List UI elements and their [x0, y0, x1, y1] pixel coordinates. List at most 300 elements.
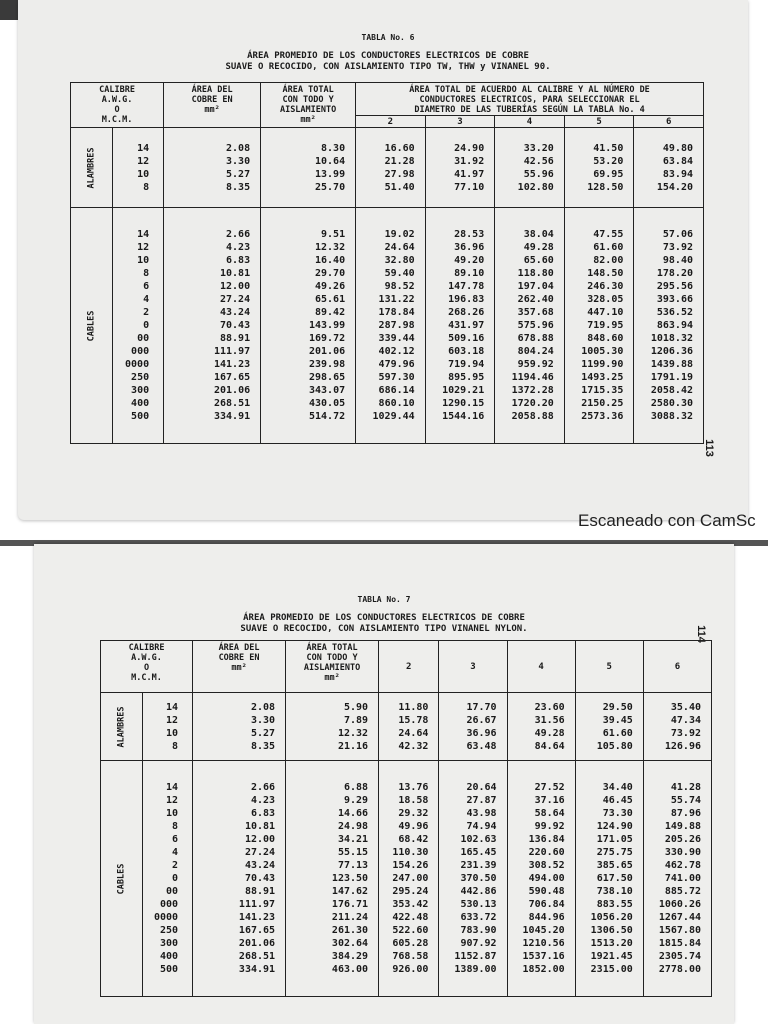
table-cell: 2778.00	[658, 964, 701, 975]
cables-c4	[507, 761, 575, 997]
table-cell: 883.55	[596, 899, 633, 910]
table-cell: 250	[131, 372, 150, 383]
cables-section	[101, 761, 712, 997]
table-cell: 6	[172, 834, 179, 845]
table-cell: 442.86	[460, 886, 497, 897]
table-cell: 1206.36	[650, 346, 693, 357]
table-cell: 53.20	[593, 155, 624, 167]
table-cell: 1018.32	[650, 333, 693, 344]
table-cell: 231.39	[460, 860, 497, 871]
table-cell: 2580.30	[650, 398, 693, 409]
table-cell: 261.30	[331, 925, 369, 936]
table-cell: 15.78	[398, 714, 429, 726]
table-cell: 136.84	[528, 834, 565, 845]
table-cell: 1439.88	[650, 359, 693, 370]
table-cell: 55.15	[337, 847, 369, 858]
table-cell: 26.67	[466, 714, 497, 726]
table-cell: 82.00	[593, 255, 624, 266]
alambres-c2	[379, 693, 439, 761]
table-cell: 2.66	[250, 782, 276, 793]
table-cell: 3.30	[250, 714, 276, 726]
table-cell: 12.32	[315, 242, 346, 253]
table-7-title-line1: ÁREA PROMEDIO DE LOS CONDUCTORES ELECTRICOS DE COBRE	[243, 613, 525, 623]
table-cell: 141.23	[238, 912, 276, 923]
table-cell: 741.00	[664, 873, 701, 884]
table-cell: 268.51	[238, 951, 276, 962]
table-cell: 165.45	[460, 847, 497, 858]
alambres-c3	[439, 693, 507, 761]
table-cell: 13.76	[398, 782, 429, 793]
table-cell: 8.35	[250, 740, 276, 752]
table-cell: 633.72	[460, 912, 497, 923]
table-cell: 28.53	[454, 229, 485, 240]
alambres-c6	[634, 128, 704, 208]
table-cell: 34.21	[337, 834, 369, 845]
table-cell: 12.00	[244, 834, 276, 845]
table-cell: 31.56	[534, 714, 565, 726]
cables-c4	[495, 208, 565, 444]
table-cell: 0	[143, 320, 150, 331]
table-cell: 6.88	[343, 782, 369, 793]
table-cell: 25.70	[315, 181, 346, 193]
table-cell: 169.72	[308, 333, 346, 344]
table-cell: 3088.32	[650, 411, 693, 422]
table-cell: 24.64	[384, 242, 415, 253]
table-cell: 33.20	[523, 142, 554, 154]
table-cell: 105.80	[596, 740, 633, 752]
table-cell: 2.08	[226, 142, 251, 154]
table-cell: 27.52	[534, 782, 565, 793]
table-cell: 0000	[125, 359, 150, 370]
table-6	[70, 82, 704, 444]
table-cell: 49.28	[534, 727, 565, 739]
table-cell: 65.61	[315, 294, 346, 305]
table-cell: 295.56	[656, 281, 693, 292]
table-cell: 1791.19	[650, 372, 693, 383]
alambres-c3	[425, 128, 495, 208]
table-cell: 334.91	[213, 411, 251, 422]
table-cell: 70.43	[244, 873, 276, 884]
table-cell: 287.98	[378, 320, 415, 331]
table-cell: 400	[159, 951, 179, 962]
table-cell: 384.29	[331, 951, 369, 962]
table-cell: 1306.50	[590, 925, 633, 936]
table-cell: 1056.20	[590, 912, 633, 923]
table-cell: 5.27	[226, 168, 251, 180]
table-cell: 1045.20	[522, 925, 565, 936]
table-cell: 128.50	[587, 181, 624, 193]
table-cell: 706.84	[528, 899, 565, 910]
alambres-cobre	[193, 693, 286, 761]
alambres-cobre	[164, 128, 261, 208]
table-cell: 1210.56	[522, 938, 565, 949]
table-cell: 863.94	[656, 320, 693, 331]
table-cell: 41.97	[454, 168, 485, 180]
table-cell: 27.87	[466, 795, 497, 806]
table-cell: 58.64	[534, 808, 565, 819]
table-cell: 6	[143, 281, 150, 292]
alambres-c5	[564, 128, 634, 208]
table-cell: 124.90	[596, 821, 633, 832]
table-cell: 10.81	[244, 821, 276, 832]
cables-calibre	[112, 208, 163, 444]
table-cell: 12	[166, 714, 179, 726]
table-cell: 167.65	[213, 372, 251, 383]
table-cell: 357.68	[517, 307, 554, 318]
table-cell: 2150.25	[581, 398, 624, 409]
table-cell: 32.80	[384, 255, 415, 266]
table-cell: 36.96	[466, 727, 497, 739]
alambres-label: ALAMBRES	[71, 128, 113, 208]
table-cell: 63.84	[662, 155, 693, 167]
table-cell: 844.96	[528, 912, 565, 923]
table-7-title-line2: SUAVE O RECOCIDO, CON AISLAMIENTO TIPO VINANEL NYLON.	[240, 624, 528, 634]
table-cell: 8	[143, 181, 150, 193]
table-cell: 4	[143, 294, 150, 305]
table-cell: 118.80	[517, 268, 554, 279]
table-cell: 1267.44	[658, 912, 701, 923]
page-114	[34, 544, 734, 1024]
header-area-total: ÁREA TOTAL CON TODO Y AISLAMIENTO mm²	[261, 83, 356, 128]
table-cell: 220.60	[528, 847, 565, 858]
cables-c2	[379, 761, 439, 997]
table-cell: 24.98	[337, 821, 369, 832]
table-cell: 678.88	[517, 333, 554, 344]
table-cell: 300	[131, 385, 150, 396]
table-cell: 1389.00	[454, 964, 497, 975]
cables-calibre	[142, 761, 192, 997]
table-cell: 1194.46	[511, 372, 554, 383]
table-cell: 41.50	[593, 142, 624, 154]
table-cell: 10.81	[220, 268, 251, 279]
table-cell: 43.24	[244, 860, 276, 871]
table-6-title-line1: ÁREA PROMEDIO DE LOS CONDUCTORES ELECTRICOS DE COBRE	[247, 51, 529, 61]
table-cell: 14	[137, 142, 150, 154]
table-cell: 247.00	[392, 873, 429, 884]
table-cell: 431.97	[448, 320, 485, 331]
scanner-watermark: Escaneado con CamSc	[578, 511, 756, 530]
table-cell: 575.96	[517, 320, 554, 331]
table-cell: 89.10	[454, 268, 485, 279]
table-cell: 5.27	[250, 727, 276, 739]
table-cell: 298.65	[308, 372, 346, 383]
table-cell: 88.91	[244, 886, 276, 897]
table-cell: 522.60	[392, 925, 429, 936]
table-cell: 479.96	[378, 359, 415, 370]
table-cell: 73.92	[670, 727, 701, 739]
page-number-113: 113	[702, 439, 715, 457]
table-cell: 12.32	[337, 727, 369, 739]
table-cell: 6.83	[250, 808, 276, 819]
table-cell: 31.92	[454, 155, 485, 167]
table-cell: 10	[137, 168, 150, 180]
table-cell: 393.66	[656, 294, 693, 305]
table-cell: 2.08	[250, 701, 276, 713]
table-cell: 385.65	[596, 860, 633, 871]
table-cell: 768.58	[392, 951, 429, 962]
table-cell: 14	[137, 229, 150, 240]
table-cell: 14	[166, 701, 179, 713]
table-cell: 10	[137, 255, 150, 266]
table-cell: 98.52	[384, 281, 415, 292]
table-cell: 13.99	[315, 168, 346, 180]
table-cell: 719.95	[587, 320, 624, 331]
table-cell: 2315.00	[590, 964, 633, 975]
table-cell: 24.64	[398, 727, 429, 739]
table-cell: 597.30	[378, 372, 415, 383]
table-cell: 268.51	[213, 398, 251, 409]
table-cell: 463.00	[331, 964, 369, 975]
alambres-total	[286, 693, 379, 761]
table-cell: 2058.42	[650, 385, 693, 396]
table-cell: 205.26	[664, 834, 701, 845]
table-cell: 2	[172, 860, 179, 871]
table-cell: 500	[159, 964, 179, 975]
table-cell: 1815.84	[658, 938, 701, 949]
alambres-section	[101, 693, 712, 761]
table-cell: 70.43	[220, 320, 251, 331]
table-cell: 69.95	[593, 168, 624, 180]
page-113	[18, 0, 748, 520]
table-cell: 2.66	[226, 229, 251, 240]
table-cell: 239.98	[308, 359, 346, 370]
table-cell: 719.94	[448, 359, 485, 370]
header-area-conductores: ÁREA TOTAL DE ACUERDO AL CALIBRE Y AL NÚMERO DE CONDUCTORES ELECTRICOS, PARA SELECCIONAR EL DIAMETRO DE LAS TUBERÍAS SEGÚN LA TABLA No. 4	[356, 83, 704, 116]
table-cell: 12	[137, 242, 150, 253]
table-cell: 11.80	[398, 701, 429, 713]
table-cell: 885.72	[664, 886, 701, 897]
table-cell: 1152.87	[454, 951, 497, 962]
table-cell: 1372.28	[511, 385, 554, 396]
table-cell: 47.55	[593, 229, 624, 240]
table-cell: 73.92	[662, 242, 693, 253]
table-cell: 7.89	[343, 714, 369, 726]
header-col-4: 4	[507, 641, 575, 693]
table-cell: 123.50	[331, 873, 369, 884]
table-cell: 1715.35	[581, 385, 624, 396]
table-cell: 617.50	[596, 873, 633, 884]
table-cell: 47.34	[670, 714, 701, 726]
alambres-c5	[575, 693, 643, 761]
cables-c5	[564, 208, 634, 444]
cables-label: CABLES	[101, 761, 143, 997]
table-cell: 35.40	[670, 701, 701, 713]
table-cell: 68.42	[398, 834, 429, 845]
table-cell: 1544.16	[442, 411, 485, 422]
table-cell: 268.26	[448, 307, 485, 318]
table-cell: 907.92	[460, 938, 497, 949]
table-cell: 250	[159, 925, 179, 936]
table-cell: 147.62	[331, 886, 369, 897]
table-cell: 0	[172, 873, 179, 884]
table-cell: 17.70	[466, 701, 497, 713]
table-cell: 29.70	[315, 268, 346, 279]
table-cell: 343.07	[308, 385, 346, 396]
table-cell: 14	[166, 782, 179, 793]
table-cell: 55.96	[523, 168, 554, 180]
table-cell: 65.60	[523, 255, 554, 266]
header-col-5: 5	[575, 641, 643, 693]
header-col-5: 5	[564, 116, 634, 128]
alambres-calibre	[142, 693, 192, 761]
header-col-2: 2	[356, 116, 426, 128]
table-cell: 176.71	[331, 899, 369, 910]
table-cell: 1493.25	[581, 372, 624, 383]
table-cell: 19.02	[384, 229, 415, 240]
table-cell: 21.28	[384, 155, 415, 167]
table-cell: 197.04	[517, 281, 554, 292]
table-cell: 339.44	[378, 333, 415, 344]
table-cell: 57.06	[662, 229, 693, 240]
table-cell: 738.10	[596, 886, 633, 897]
page-number-114: 114	[694, 625, 707, 643]
table-cell: 102.63	[460, 834, 497, 845]
table-cell: 400	[131, 398, 150, 409]
table-cell: 402.12	[378, 346, 415, 357]
table-cell: 9.51	[321, 229, 346, 240]
table-cell: 61.60	[593, 242, 624, 253]
table-cell: 131.22	[378, 294, 415, 305]
table-cell: 8.35	[226, 181, 251, 193]
table-cell: 302.64	[331, 938, 369, 949]
table-cell: 99.92	[534, 821, 565, 832]
table-cell: 000	[159, 899, 179, 910]
table-cell: 246.30	[587, 281, 624, 292]
table-7-number: TABLA No. 7	[357, 595, 411, 604]
table-cell: 328.05	[587, 294, 624, 305]
table-cell: 1921.45	[590, 951, 633, 962]
cables-total	[286, 761, 379, 997]
table-cell: 38.04	[523, 229, 554, 240]
cables-c2	[356, 208, 426, 444]
table-cell: 49.20	[454, 255, 485, 266]
table-cell: 603.18	[448, 346, 485, 357]
table-cell: 41.28	[670, 782, 701, 793]
table-cell: 43.24	[220, 307, 251, 318]
table-cell: 848.60	[587, 333, 624, 344]
cables-c5	[575, 761, 643, 997]
table-cell: 74.94	[466, 821, 497, 832]
cables-c6	[634, 208, 704, 444]
table-cell: 1005.30	[581, 346, 624, 357]
header-calibre: CALIBRE A.W.G. O M.C.M.	[71, 83, 164, 128]
header-col-6: 6	[643, 641, 711, 693]
table-cell: 10	[166, 727, 179, 739]
table-cell: 37.16	[534, 795, 565, 806]
table-cell: 275.75	[596, 847, 633, 858]
alambres-label: ALAMBRES	[101, 693, 143, 761]
table-cell: 61.60	[602, 727, 633, 739]
table-cell: 14.66	[337, 808, 369, 819]
table-cell: 178.84	[378, 307, 415, 318]
table-cell: 149.88	[664, 821, 701, 832]
table-cell: 43.98	[466, 808, 497, 819]
table-cell: 804.24	[517, 346, 554, 357]
alambres-c2	[356, 128, 426, 208]
table-cell: 334.91	[238, 964, 276, 975]
table-cell: 00	[137, 333, 150, 344]
cables-label: CABLES	[71, 208, 113, 444]
table-cell: 34.40	[602, 782, 633, 793]
table-cell: 39.45	[602, 714, 633, 726]
header-area-cobre: ÁREA DEL COBRE EN mm²	[193, 641, 286, 693]
table-cell: 147.78	[448, 281, 485, 292]
table-cell: 89.42	[315, 307, 346, 318]
table-cell: 83.94	[662, 168, 693, 180]
table-cell: 77.10	[454, 181, 485, 193]
table-cell: 126.96	[664, 740, 701, 752]
table-cell: 10.64	[315, 155, 346, 167]
table-6-header	[158, 32, 618, 73]
table-cell: 49.26	[315, 281, 346, 292]
table-cell: 1567.80	[658, 925, 701, 936]
header-col-6: 6	[634, 116, 704, 128]
cables-c3	[439, 761, 507, 997]
table-cell: 178.20	[656, 268, 693, 279]
table-cell: 462.78	[664, 860, 701, 871]
header-col-3: 3	[425, 116, 495, 128]
alambres-total	[261, 128, 356, 208]
table-cell: 895.95	[448, 372, 485, 383]
table-cell: 514.72	[308, 411, 346, 422]
table-cell: 111.97	[213, 346, 251, 357]
table-cell: 12	[137, 155, 150, 167]
alambres-c4	[507, 693, 575, 761]
cables-cobre	[164, 208, 261, 444]
table-6-number: TABLA No. 6	[361, 33, 415, 42]
table-cell: 430.05	[308, 398, 346, 409]
table-cell: 2305.74	[658, 951, 701, 962]
table-cell: 27.24	[244, 847, 276, 858]
table-cell: 5.90	[343, 701, 369, 713]
table-cell: 1029.44	[372, 411, 415, 422]
table-cell: 4	[172, 847, 179, 858]
table-cell: 110.30	[392, 847, 429, 858]
table-cell: 783.90	[460, 925, 497, 936]
table-cell: 51.40	[384, 181, 415, 193]
table-cell: 422.48	[392, 912, 429, 923]
table-cell: 88.91	[220, 333, 251, 344]
table-cell: 63.48	[466, 740, 497, 752]
table-cell: 21.16	[337, 740, 369, 752]
header-area-total: ÁREA TOTAL CON TODO Y AISLAMIENTO mm²	[286, 641, 379, 693]
table-cell: 3.30	[226, 155, 251, 167]
table-cell: 55.74	[670, 795, 701, 806]
table-cell: 102.80	[517, 181, 554, 193]
alambres-section	[71, 128, 704, 208]
table-cell: 201.06	[238, 938, 276, 949]
table-cell: 2573.36	[581, 411, 624, 422]
table-cell: 10	[166, 808, 179, 819]
table-cell: 29.50	[602, 701, 633, 713]
table-cell: 1199.90	[581, 359, 624, 370]
table-cell: 201.06	[213, 385, 251, 396]
table-cell: 926.00	[392, 964, 429, 975]
table-cell: 171.05	[596, 834, 633, 845]
cables-c6	[643, 761, 711, 997]
table-cell: 42.32	[398, 740, 429, 752]
table-cell: 308.52	[528, 860, 565, 871]
table-cell: 148.50	[587, 268, 624, 279]
table-cell: 154.26	[392, 860, 429, 871]
table-cell: 46.45	[602, 795, 633, 806]
table-cell: 2058.88	[511, 411, 554, 422]
table-cell: 77.13	[337, 860, 369, 871]
table-cell: 1029.21	[442, 385, 485, 396]
header-col-3: 3	[439, 641, 507, 693]
cables-cobre	[193, 761, 286, 997]
table-cell: 9.29	[343, 795, 369, 806]
